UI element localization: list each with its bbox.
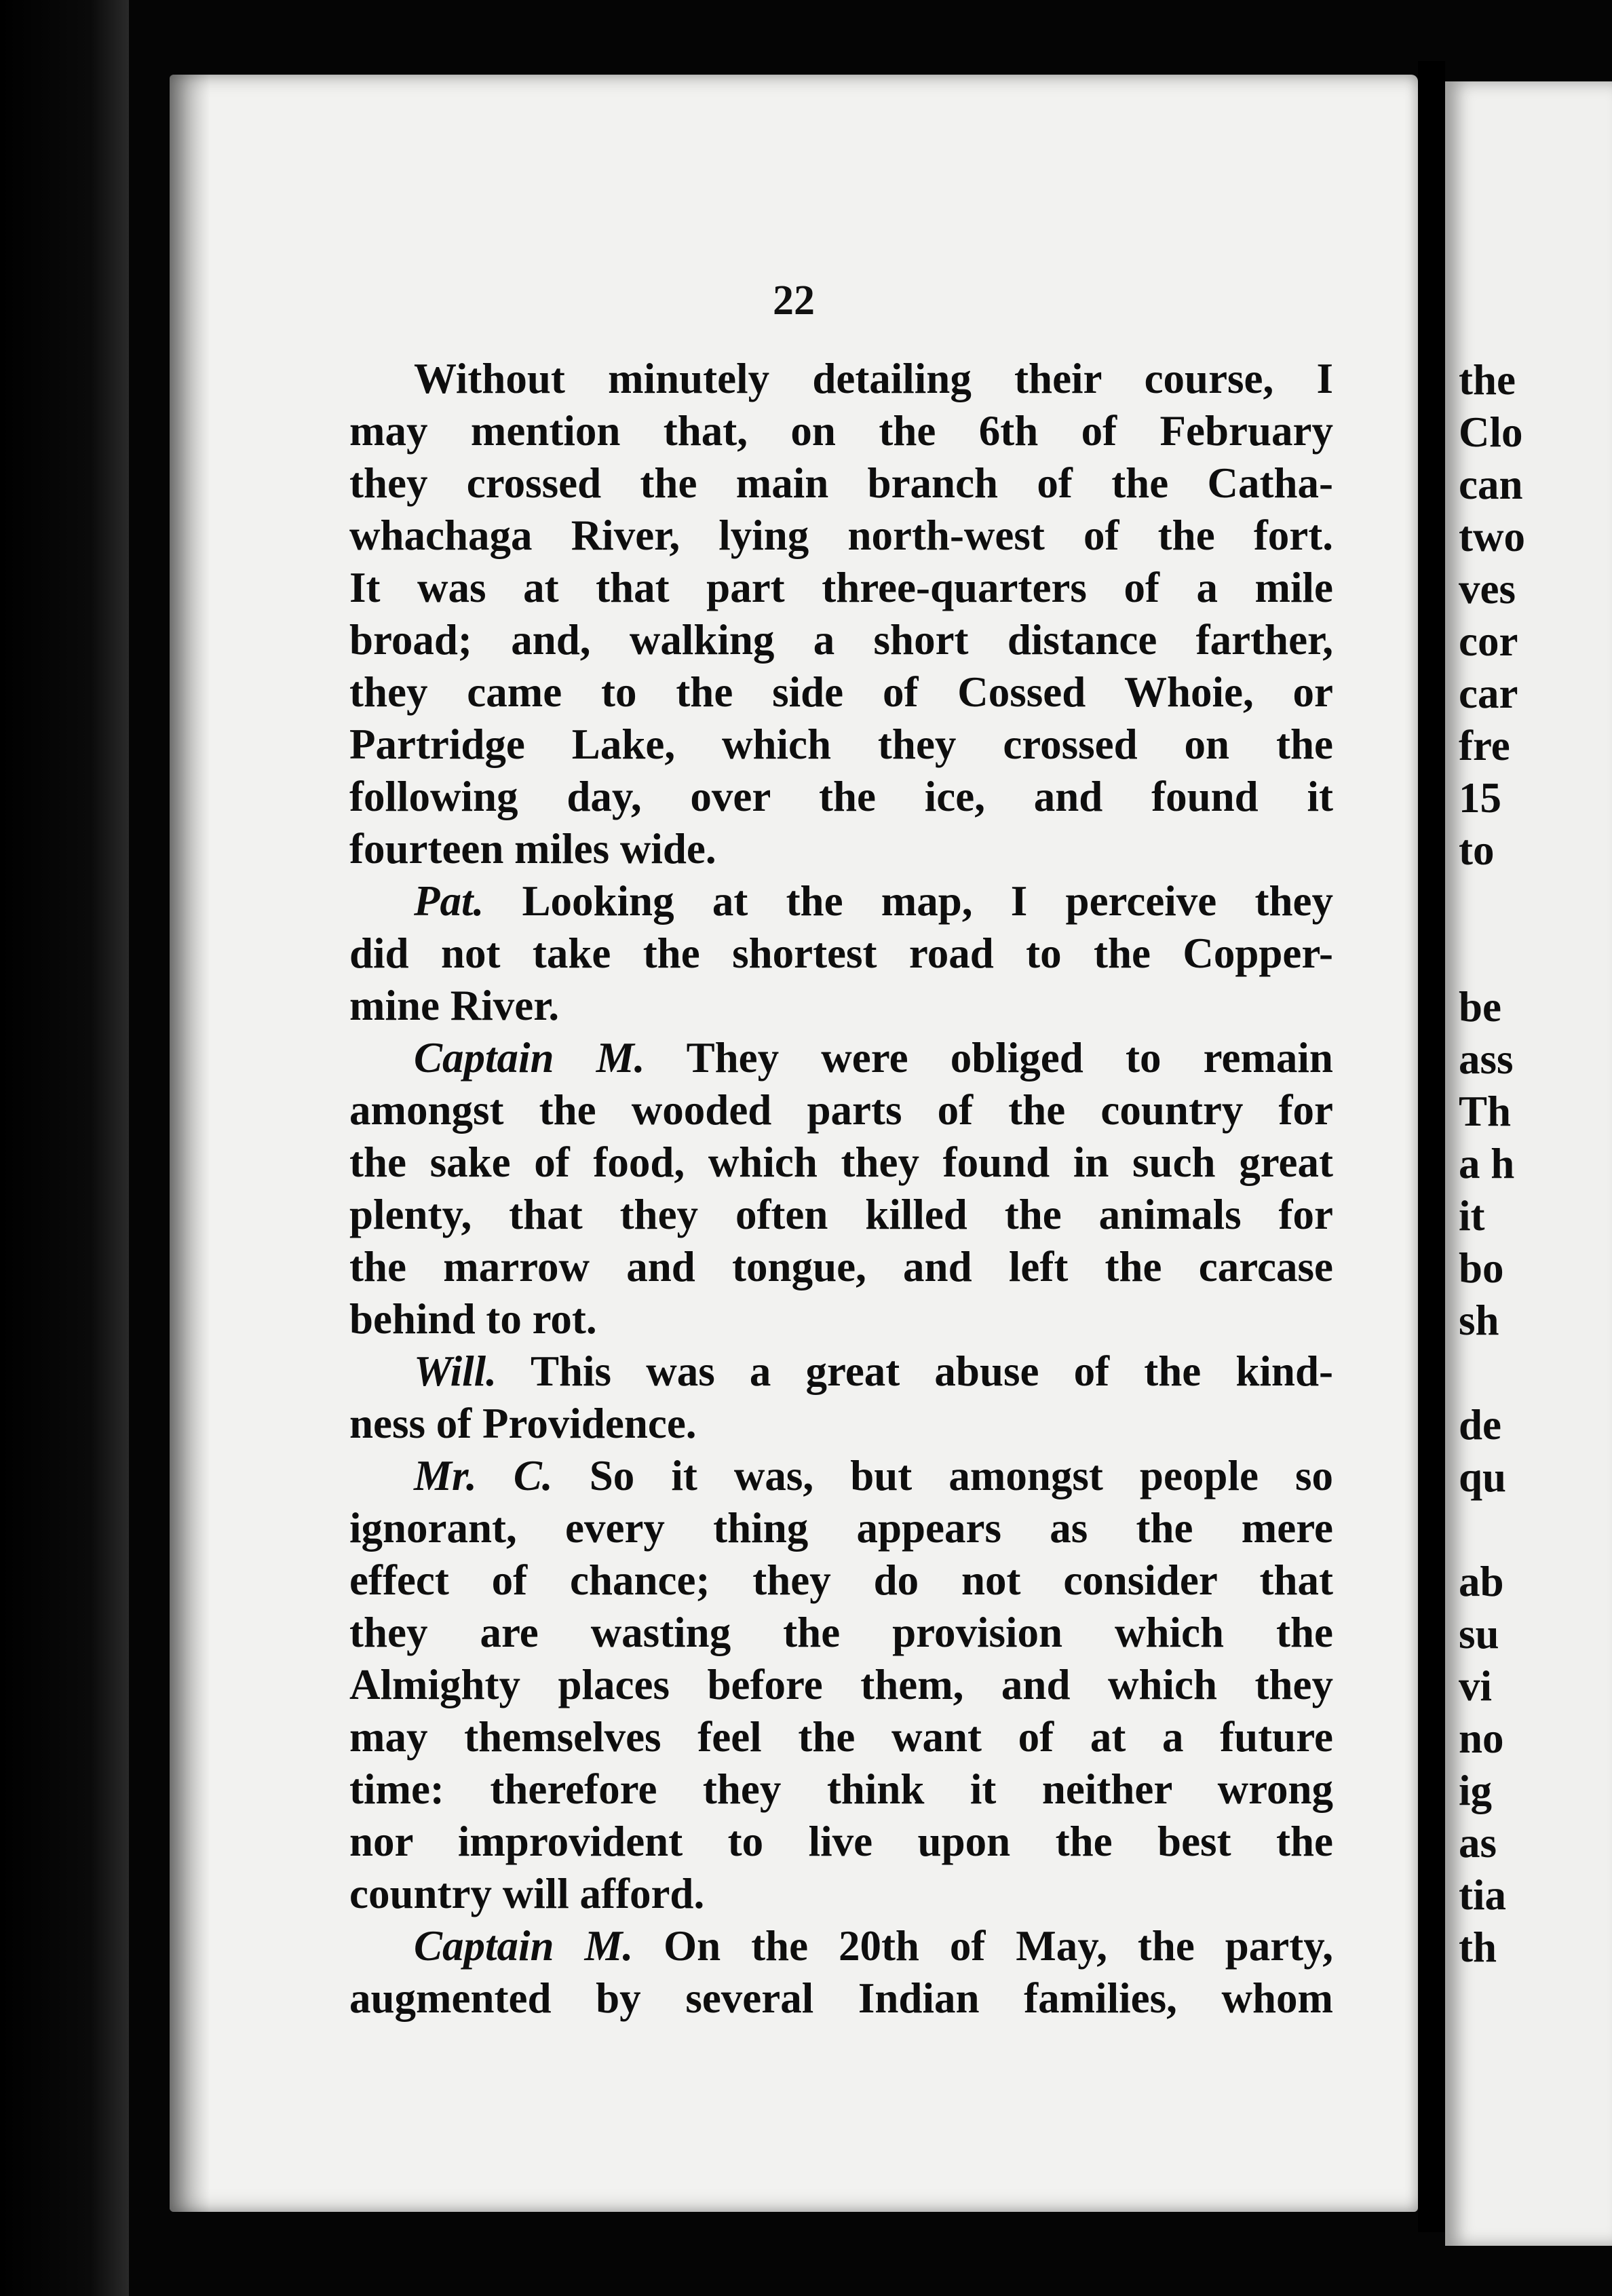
- text-line: ignorant, every thing appears as the mere: [349, 1504, 1333, 1552]
- facing-page-fragment: Clo: [1459, 408, 1523, 456]
- text-line: plenty, that they often killed the animals for: [349, 1191, 1333, 1238]
- speaker-name: Captain M.: [414, 1922, 634, 1970]
- speaker-name: Will.: [414, 1347, 497, 1395]
- facing-page-fragment: su: [1459, 1610, 1499, 1658]
- paragraph-2: [349, 875, 1333, 1032]
- facing-page-fragment: [1459, 929, 1612, 981]
- text-line: amongst the wooded parts of the country for: [349, 1086, 1333, 1134]
- facing-page-fragment: no: [1459, 1715, 1504, 1762]
- facing-page-fragment: as: [1459, 1819, 1497, 1867]
- text-line-body: This was a great abuse of the kind-: [530, 1347, 1333, 1395]
- text-line: did not take the shortest road to the Copper-: [349, 930, 1333, 977]
- text-line: behind to rot.: [349, 1295, 597, 1343]
- facing-page-fragment: [1459, 1347, 1612, 1399]
- text-line: [349, 875, 1333, 927]
- paragraph-6: [349, 1920, 1333, 2025]
- text-line: may mention that, on the 6th of February: [349, 407, 1333, 455]
- text-line: they came to the side of Cossed Whoie, or: [349, 668, 1333, 716]
- text-line: It was at that part three-quarters of a mile: [349, 564, 1333, 611]
- facing-page-fragment: fre: [1459, 722, 1510, 769]
- text-line: they crossed the main branch of the Catha-: [349, 459, 1333, 507]
- facing-page-fragment: qu: [1459, 1453, 1507, 1501]
- facing-page-fragment: cor: [1459, 617, 1518, 665]
- facing-page-fragment: sh: [1459, 1297, 1499, 1344]
- facing-page-fragment: [1459, 877, 1612, 929]
- text-line: Partridge Lake, which they crossed on the: [349, 721, 1333, 768]
- text-line: [349, 1920, 1333, 1972]
- facing-page-fragment: be: [1459, 983, 1501, 1031]
- facing-page-fragment: vi: [1459, 1662, 1493, 1710]
- text-line: augmented by several Indian families, whom: [349, 1974, 1333, 2022]
- facing-page-fragment: ab: [1459, 1558, 1504, 1605]
- text-line: whachaga River, lying north-west of the fort.: [349, 512, 1333, 559]
- text-line: [349, 1345, 1333, 1398]
- facing-page-fragment: bo: [1459, 1244, 1504, 1292]
- text-line: broad; and, walking a short distance farther,: [349, 616, 1333, 664]
- facing-page-text: [1459, 354, 1612, 1974]
- facing-page-fragment: de: [1459, 1401, 1501, 1449]
- text-line: they are wasting the provision which the: [349, 1609, 1333, 1656]
- text-line: time: therefore they think it neither wrong: [349, 1765, 1333, 1813]
- facing-page-fragment: a h: [1459, 1140, 1515, 1187]
- text-line: mine River.: [349, 982, 560, 1029]
- left-dark-margin: [0, 0, 129, 2296]
- paragraph-3: [349, 1032, 1333, 1345]
- text-line: may themselves feel the want of at a future: [349, 1713, 1333, 1761]
- facing-page-fragment: ig: [1459, 1767, 1493, 1814]
- page-number: 22: [773, 278, 815, 324]
- text-line: nor improvident to live upon the best the: [349, 1818, 1333, 1865]
- text-line: following day, over the ice, and found it: [349, 773, 1333, 820]
- facing-page-fragment: th: [1459, 1924, 1497, 1971]
- page-text: [349, 353, 1333, 2025]
- text-line: fourteen miles wide.: [349, 825, 716, 873]
- facing-page-fragment: car: [1459, 670, 1518, 717]
- text-line: country will afford.: [349, 1870, 705, 1917]
- speaker-name: Mr. C.: [414, 1452, 553, 1499]
- facing-page-fragment: two: [1459, 513, 1525, 560]
- paragraph-5: [349, 1450, 1333, 1920]
- text-line-body: Looking at the map, I perceive they: [522, 877, 1333, 925]
- speaker-name: Captain M.: [414, 1034, 645, 1082]
- facing-page-fragment: [1459, 1504, 1612, 1556]
- text-line: ness of Providence.: [349, 1400, 697, 1447]
- facing-page-fragment: can: [1459, 461, 1523, 508]
- facing-page-fragment: Th: [1459, 1088, 1512, 1135]
- text-line-body: On the 20th of May, the party,: [664, 1922, 1333, 1970]
- text-line: the marrow and tongue, and left the carcase: [349, 1243, 1333, 1290]
- text-line: Without minutely detailing their course, I: [414, 355, 1333, 402]
- text-line-body: They were obliged to remain: [686, 1034, 1333, 1082]
- facing-page-fragment: the: [1459, 356, 1516, 404]
- facing-page-fragment: ass: [1459, 1035, 1514, 1083]
- text-line: [349, 1032, 1333, 1084]
- speaker-name: Pat.: [414, 877, 484, 925]
- text-line: Almighty places before them, and which they: [349, 1661, 1333, 1708]
- facing-page-fragment: tia: [1459, 1871, 1506, 1919]
- text-line: [349, 1450, 1333, 1502]
- book-gutter: [1418, 61, 1445, 2232]
- text-line: effect of chance; they do not consider that: [349, 1556, 1333, 1604]
- paragraph-1: [349, 353, 1333, 875]
- paragraph-4: [349, 1345, 1333, 1450]
- facing-page-fragment: to: [1459, 826, 1495, 874]
- facing-page-fragment: it: [1459, 1192, 1485, 1240]
- text-line: the sake of food, which they found in such great: [349, 1139, 1333, 1186]
- facing-page-fragment: 15: [1459, 774, 1501, 822]
- facing-page-fragment: ves: [1459, 565, 1516, 613]
- text-line-body: So it was, but amongst people so: [589, 1452, 1333, 1499]
